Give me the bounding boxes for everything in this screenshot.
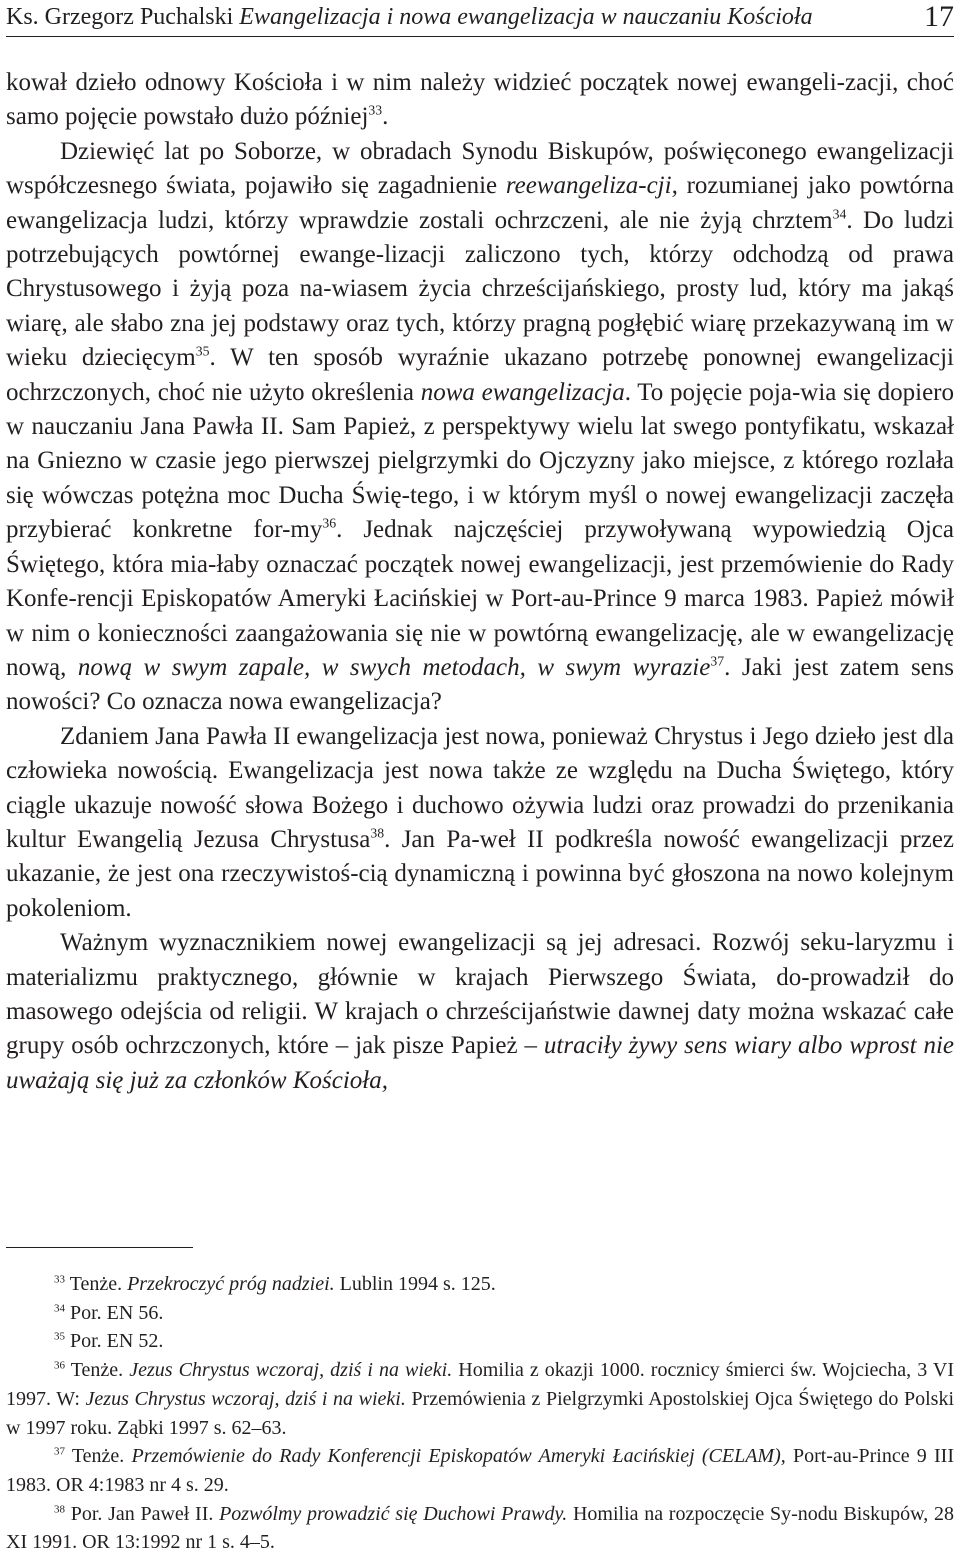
paragraph-1 xyxy=(6,66,954,135)
footnotes xyxy=(6,1270,954,1557)
footnote-36 xyxy=(6,1356,954,1442)
text-span: Tenże. xyxy=(65,1445,132,1468)
italic-title: Przekroczyć próg nadziei. xyxy=(127,1273,335,1295)
text-span: Port-au-Prince 9 III 1983. OR 4:1983 nr 4 s. 29. xyxy=(6,1445,954,1496)
text-span: Zdaniem Jana Pawła II ewangelizacja jest nowa, ponieważ Chrystus i Jego dzieło jest dla człowieka nowością. Ewangelizacja jest nowa także ze względu na Ducha Świętego, który ciągle ukazuje nowość słowa Bożego i duchowo ożywia ludzi oraz prowadzi do przenikania kultur Ewangelią Jezusa Chrystusa xyxy=(6,722,954,853)
footnote-ref-35: 35 xyxy=(195,343,210,359)
italic-title: Jezus Chrystus wczoraj, dziś i na wieki. xyxy=(129,1359,453,1382)
text-span: . To pojęcie poja-wia się dopiero w nauczaniu Jana Pawła II. Sam Papież, z perspektywy wielu lat swego pontyfikatu, wskazał na Gniezno w czasie jego pierwszej pielgrzymki do Ojczyzny jako miejsce, z którego rozlała się wówczas potężna moc Ducha Świę-tego, i w którym myśl o nowej ewangelizacji zaczęła przybierać konkretne for-my xyxy=(6,378,954,544)
text-span: Przemówienia z Pielgrzymki Apostolskiej Ojca Świętego do Polski w 1997 roku. Ząbki 1997 s. 62–63. xyxy=(6,1387,954,1439)
paragraph-3 xyxy=(6,720,954,926)
running-head-text xyxy=(6,4,813,30)
footnote-35 xyxy=(6,1327,954,1356)
running-head xyxy=(6,0,954,37)
text-span: Tenże. xyxy=(65,1359,130,1382)
italic-title: Pozwólmy prowadzić się Duchowi Prawdy. xyxy=(219,1502,568,1525)
footnote-number: 37 xyxy=(54,1445,65,1458)
text-span: Lublin 1994 s. 125. xyxy=(334,1273,496,1295)
footnote-38 xyxy=(6,1500,954,1557)
text-span: Dziewięć lat po Soborze, w obradach Synodu Biskupów, poświęconego ewangelizacji współczesnego świata, pojawiło się zagadnienie xyxy=(6,137,954,200)
footnote-34 xyxy=(6,1299,954,1328)
italic-title: Jezus Chrystus wczoraj, dziś i na wieki. xyxy=(85,1387,406,1410)
paragraph-4 xyxy=(6,926,954,1098)
text-span: Homilia na rozpoczęcie Sy-nodu Biskupów, 28 XI 1991. OR 13:1992 nr 1 s. 4–5. xyxy=(6,1502,954,1554)
text-span: . Jednak najczęściej przywoływaną wypowiedzią Ojca Świętego, która mia-łaby oznaczać początek nowej ewangelizacji, jest przemówienie do Rady Konfe-rencji Episkopatów Ameryki Łacińskiej w Port-au-Prince 9 marca 1983. Papież mówił w nim o konieczności zaangażowania się nie w powtórną ewangelizację, ale w ewangelizację nową, xyxy=(6,516,954,681)
text-span: rozumianej jako powtórna ewangelizacja ludzi, którzy wprawdzie zostali ochrzczeni, ale nie żyją chrztem xyxy=(6,172,955,234)
footnote-ref-37: 37 xyxy=(710,653,725,669)
footnote-number: 36 xyxy=(54,1359,65,1372)
footnote-number: 38 xyxy=(54,1502,65,1515)
text-span: . Jan Pa-weł II podkreśla nowość ewangelizacji przez ukazanie, że jest ona rzeczywistoś-cią dynamiczną i powinna być głoszona na nowo kolejnym pokoleniom. xyxy=(6,825,955,922)
footnote-ref-34: 34 xyxy=(832,206,847,222)
footnote-number: 34 xyxy=(54,1302,65,1315)
footnote-37 xyxy=(6,1442,954,1499)
footnote-ref-38: 38 xyxy=(370,825,385,841)
footnote-ref-33: 33 xyxy=(368,103,383,119)
text-span: . W ten sposób wyraźnie ukazano potrzebę ponownej ewangelizacji ochrzczonych, choć nie użyto określenia xyxy=(6,344,954,406)
paragraph-2 xyxy=(6,135,954,720)
page-number: 17 xyxy=(924,0,954,33)
italic-quote: nową w swym zapale, w swych metodach, w swym wyrazie xyxy=(77,653,711,681)
header-title: Ewangelizacja i nowa ewangelizacja w nauczaniu Kościoła xyxy=(239,4,813,30)
footnote-ref-36: 36 xyxy=(322,515,337,531)
body-text xyxy=(6,66,954,1098)
text-span: . Jaki jest zatem sens nowości? Co oznacza nowa ewangelizacja? xyxy=(6,653,955,716)
footnote-separator xyxy=(6,1247,193,1248)
text-span: Ważnym wyznacznikiem nowej ewangelizacji są jej adresaci. Rozwój seku-laryzmu i materializmu praktycznego, głównie w krajach Pierwszego Świata, do-prowadził do masowego odejścia od religii. W krajach o chrześcijaństwie dawnej daty można wskazać całe grupy osób ochrzczonych, które – jak pisze Papież – xyxy=(6,929,954,1060)
italic-quote: utraciły żywy sens wiary albo wprost nie uważają się już za członków Kościoła, xyxy=(6,1032,954,1094)
footnote-33 xyxy=(6,1270,954,1299)
italic-title: Przemówienie do Rady Konferencji Episkopatów Ameryki Łacińskiej (CELAM), xyxy=(131,1445,786,1468)
text-span: Por. EN 56. xyxy=(65,1301,164,1324)
text-span: kował dzieło odnowy Kościoła i w nim należy widzieć początek nowej ewangeli-zacji, choć samo pojęcie powstało dużo później xyxy=(6,69,954,131)
text-span: Homilia z okazji 1000. rocznicy śmierci św. Wojciecha, 3 VI 1997. W: xyxy=(6,1359,954,1410)
text-span: . Do ludzi potrzebujących powtórnej ewange-lizacji zaliczono tych, którzy odchodzą od prawa Chrystusowego i żyją poza na-wiasem życia chrześcijańskiego, prosty lud, który ma jakąś wiarę, ale słabo zna jej podstawy oraz tych, którzy pragną pogłębić wiarę przekazywaną im w wieku dziecięcym xyxy=(6,206,954,372)
footnote-number: 33 xyxy=(54,1273,65,1286)
italic-term: reewangeliza-cji, xyxy=(505,172,678,200)
italic-term: nowa ewangelizacja xyxy=(420,378,625,406)
header-author: Ks. Grzegorz Puchalski xyxy=(6,4,234,30)
footnote-number: 35 xyxy=(54,1330,65,1343)
text-span: Tenże. xyxy=(65,1273,128,1295)
text-span: Por. Jan Paweł II. xyxy=(65,1502,220,1525)
text-span: Por. EN 52. xyxy=(65,1330,164,1353)
text-span: . xyxy=(382,103,389,131)
